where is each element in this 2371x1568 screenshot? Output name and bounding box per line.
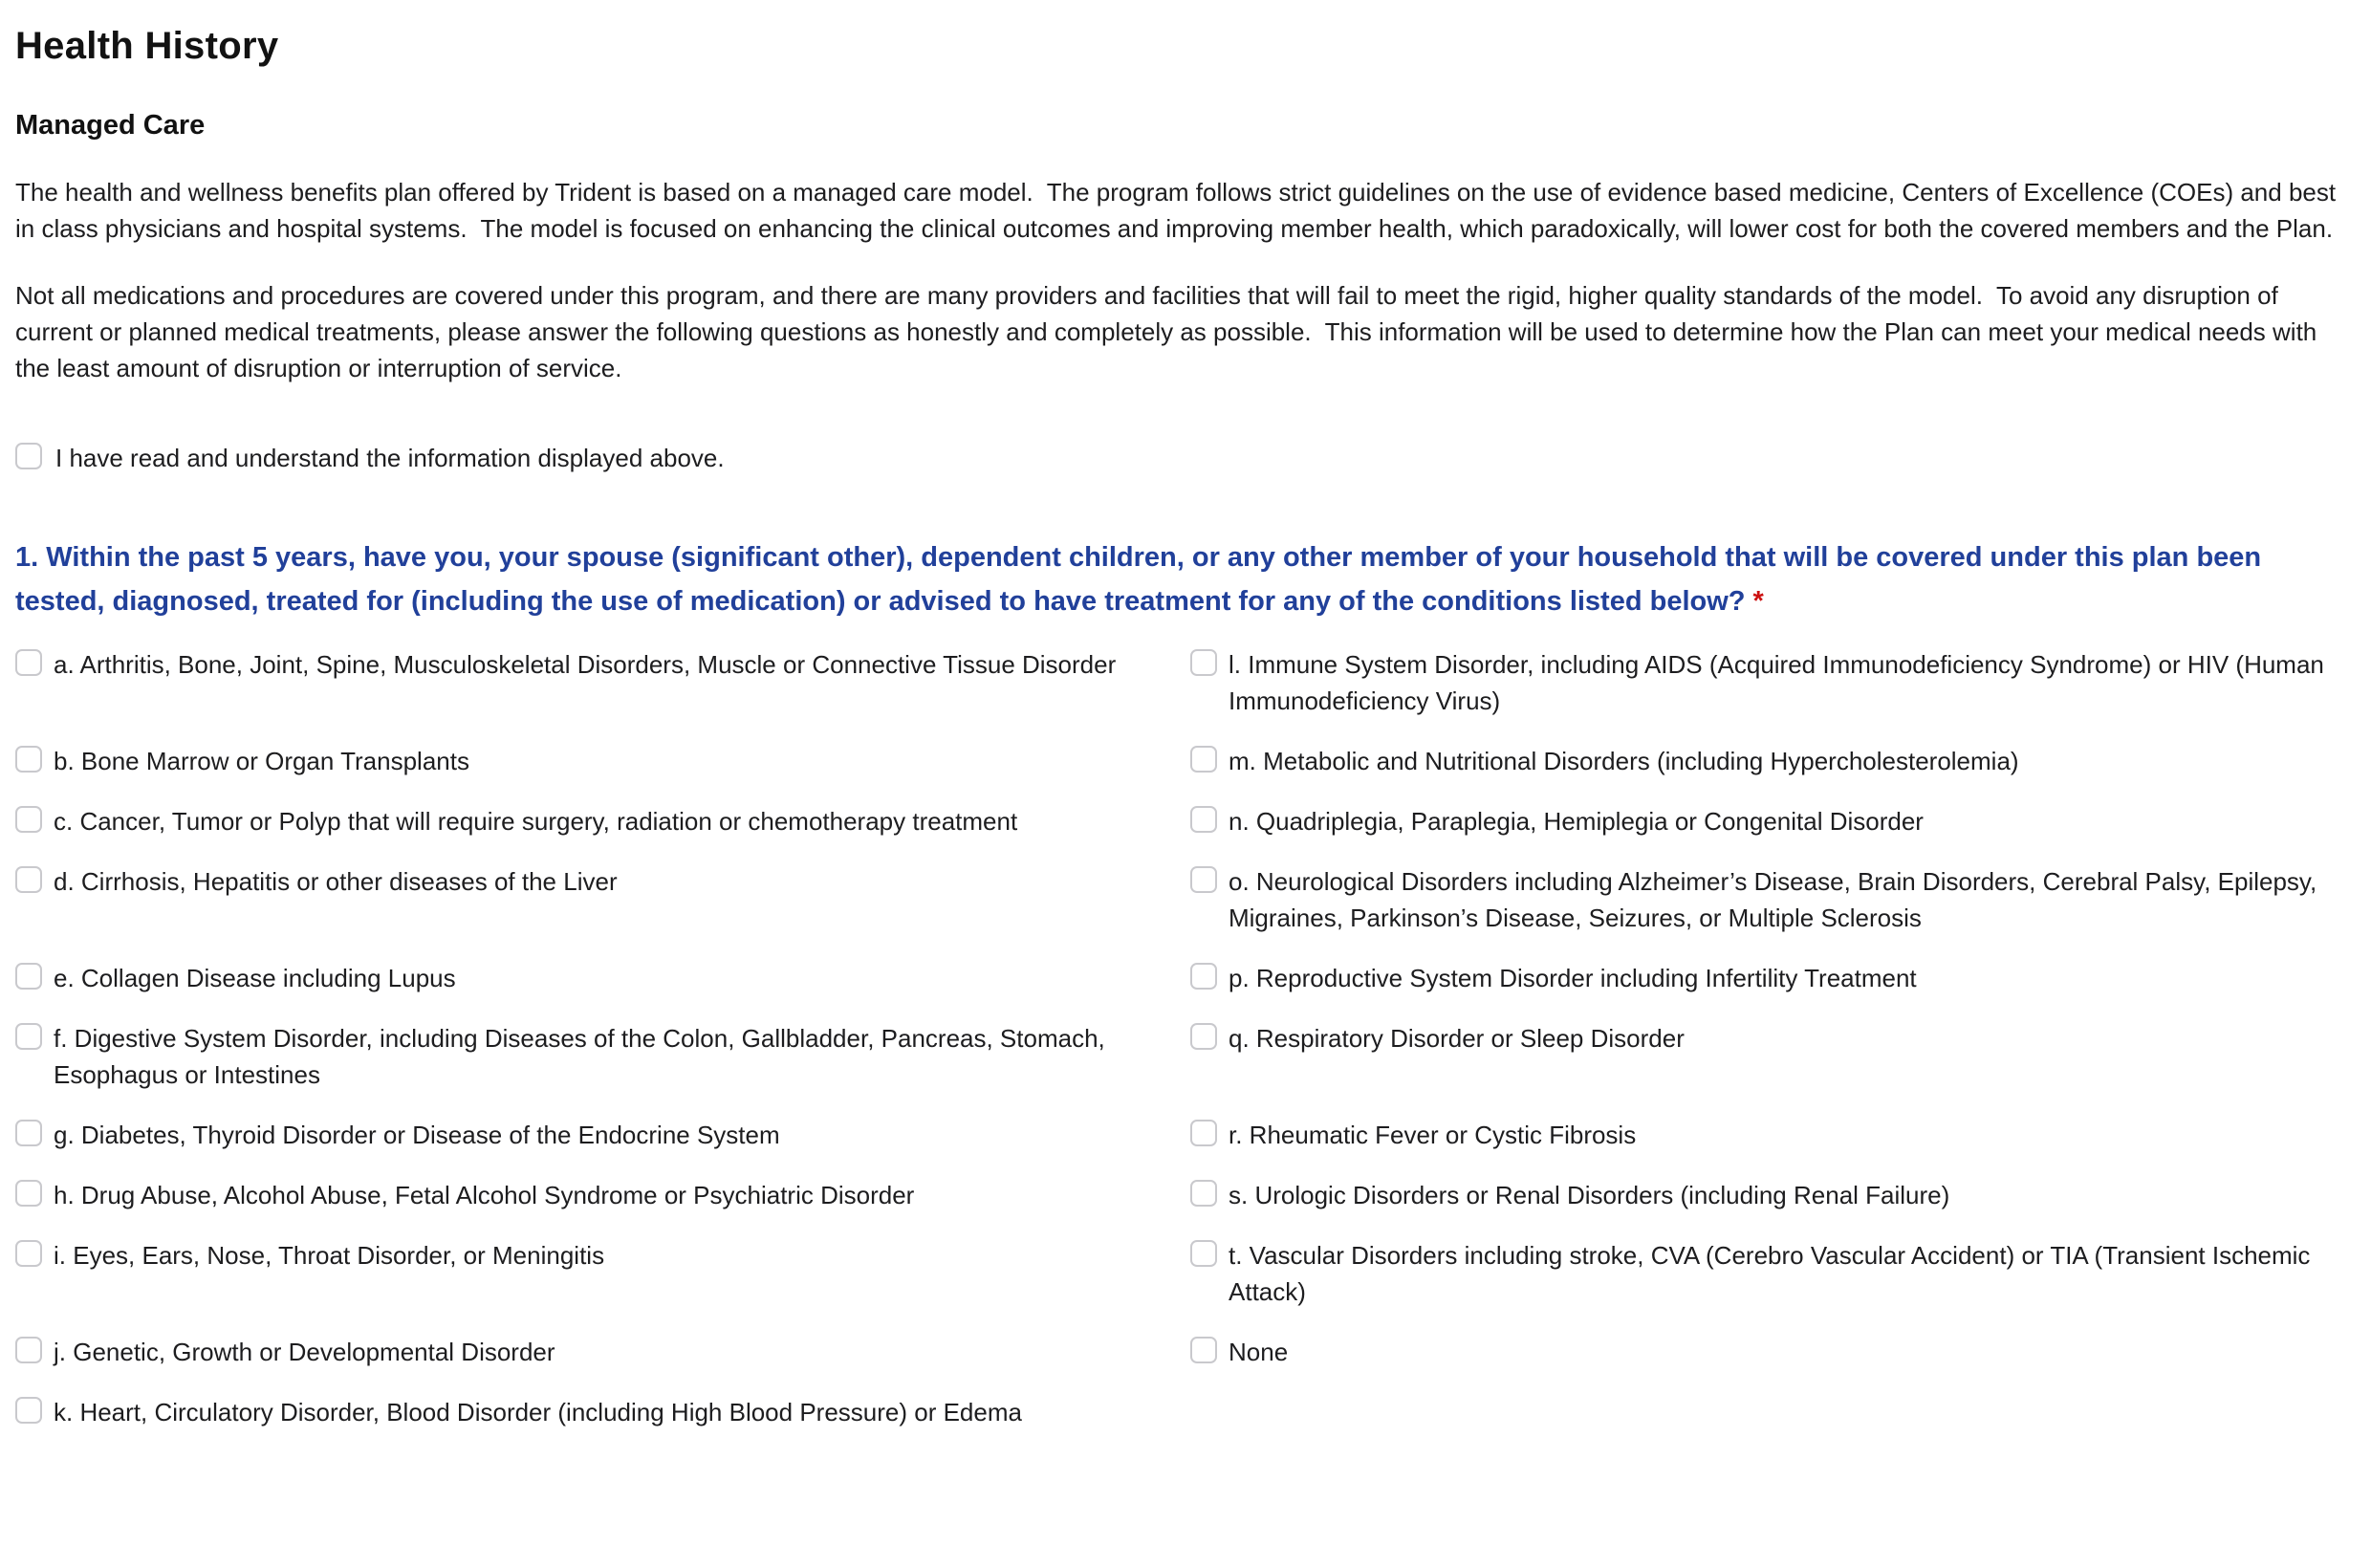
option-t-label: t. Vascular Disorders including stroke, CVA (Cerebro Vascular Accident) or TIA (Transient Ischemic Attack) (1229, 1241, 2311, 1306)
option-s-label: s. Urologic Disorders or Renal Disorders (including Renal Failure) (1229, 1181, 1950, 1209)
option-f-label: f. Digestive System Disorder, including Diseases of the Colon, Gallbladder, Pancreas, Stomach, Esophagus or Intestines (54, 1024, 1105, 1089)
checkbox-option-i[interactable] (15, 1240, 42, 1267)
option-n[interactable] (1190, 803, 2342, 839)
intro-paragraph-1: The health and wellness benefits plan offered by Trident is based on a managed care model. The program follows strict guidelines on the use of evidence based medicine, Centers of Excellence (COEs) and best in class physicians and hospital systems. The model is focused on enhancing the clinical outcomes and improving member health, which paradoxically, will lower cost for both the covered members and the Plan. (15, 178, 2343, 243)
checkbox-option-p[interactable] (1190, 963, 1217, 990)
question-1-options (15, 646, 2342, 1430)
option-m[interactable] (1190, 743, 2342, 779)
question-1-heading (15, 535, 2342, 623)
checkbox-option-c[interactable] (15, 806, 42, 833)
option-i[interactable] (15, 1237, 1167, 1310)
option-g-label: g. Diabetes, Thyroid Disorder or Disease of the Endocrine System (54, 1121, 780, 1149)
option-e[interactable] (15, 960, 1167, 996)
option-j-label: j. Genetic, Growth or Developmental Disorder (54, 1338, 555, 1366)
checkbox-option-s[interactable] (1190, 1180, 1217, 1207)
checkbox-option-n[interactable] (1190, 806, 1217, 833)
checkbox-option-q[interactable] (1190, 1023, 1217, 1050)
option-q[interactable] (1190, 1020, 2342, 1093)
option-c-label: c. Cancer, Tumor or Polyp that will require surgery, radiation or chemotherapy treatment (54, 807, 1018, 836)
option-q-label: q. Respiratory Disorder or Sleep Disorder (1229, 1024, 1685, 1053)
option-none-label: None (1229, 1338, 1289, 1366)
option-g[interactable] (15, 1117, 1167, 1153)
checkbox-option-m[interactable] (1190, 746, 1217, 773)
option-b[interactable] (15, 743, 1167, 779)
acknowledgement-label: I have read and understand the information displayed above. (55, 444, 725, 472)
option-l[interactable] (1190, 646, 2342, 719)
option-r-label: r. Rheumatic Fever or Cystic Fibrosis (1229, 1121, 1637, 1149)
checkbox-option-j[interactable] (15, 1337, 42, 1363)
checkbox-option-k[interactable] (15, 1397, 42, 1424)
section-title-managed-care: Managed Care (15, 110, 206, 141)
checkbox-option-t[interactable] (1190, 1240, 1217, 1267)
checkbox-option-a[interactable] (15, 649, 42, 676)
option-o[interactable] (1190, 863, 2342, 936)
option-n-label: n. Quadriplegia, Paraplegia, Hemiplegia or Congenital Disorder (1229, 807, 1924, 836)
checkbox-option-none[interactable] (1190, 1337, 1217, 1363)
option-a-label: a. Arthritis, Bone, Joint, Spine, Musculoskeletal Disorders, Muscle or Connective Tissue Disorder (54, 650, 1117, 679)
option-j[interactable] (15, 1334, 1167, 1370)
option-d-label: d. Cirrhosis, Hepatitis or other diseases of the Liver (54, 867, 618, 896)
option-r[interactable] (1190, 1117, 2342, 1153)
required-asterisk: * (1752, 586, 1764, 617)
checkbox-option-r[interactable] (1190, 1120, 1217, 1146)
option-none[interactable] (1190, 1334, 2342, 1370)
option-m-label: m. Metabolic and Nutritional Disorders (including Hypercholesterolemia) (1229, 747, 2019, 775)
option-l-label: l. Immune System Disorder, including AIDS (Acquired Immunodeficiency Syndrome) or HIV (Human Immunodeficiency Virus) (1229, 650, 2324, 715)
option-e-label: e. Collagen Disease including Lupus (54, 964, 456, 992)
option-f[interactable] (15, 1020, 1167, 1093)
option-s[interactable] (1190, 1177, 2342, 1213)
option-h[interactable] (15, 1177, 1167, 1213)
option-i-label: i. Eyes, Ears, Nose, Throat Disorder, or Meningitis (54, 1241, 605, 1270)
option-t[interactable] (1190, 1237, 2342, 1310)
acknowledgement-row[interactable] (15, 440, 2342, 476)
checkbox-option-f[interactable] (15, 1023, 42, 1050)
acknowledgement-checkbox[interactable] (15, 443, 42, 469)
option-d[interactable] (15, 863, 1167, 936)
option-k[interactable] (15, 1394, 1167, 1430)
checkbox-option-o[interactable] (1190, 866, 1217, 893)
checkbox-option-b[interactable] (15, 746, 42, 773)
option-h-label: h. Drug Abuse, Alcohol Abuse, Fetal Alcohol Syndrome or Psychiatric Disorder (54, 1181, 915, 1209)
checkbox-option-d[interactable] (15, 866, 42, 893)
intro-paragraph-2: Not all medications and procedures are covered under this program, and there are many providers and facilities that will fail to meet the rigid, higher quality standards of the model. To avoid any disruption of current or planned medical treatments, please answer the following questions as honestly and completely as possible. This information will be used to determine how the Plan can meet your medical needs with the least amount of disruption or interruption of service. (15, 281, 2324, 382)
option-b-label: b. Bone Marrow or Organ Transplants (54, 747, 469, 775)
checkbox-option-e[interactable] (15, 963, 42, 990)
option-p[interactable] (1190, 960, 2342, 996)
option-o-label: o. Neurological Disorders including Alzheimer’s Disease, Brain Disorders, Cerebral Palsy, Epilepsy, Migraines, Parkinson’s Disease, Seizures, or Multiple Sclerosis (1229, 867, 2317, 932)
checkbox-option-h[interactable] (15, 1180, 42, 1207)
page-title: Health History (15, 25, 279, 67)
checkbox-option-g[interactable] (15, 1120, 42, 1146)
option-k-label: k. Heart, Circulatory Disorder, Blood Disorder (including High Blood Pressure) or Edema (54, 1398, 1022, 1426)
question-1-text: 1. Within the past 5 years, have you, your spouse (significant other), dependent children, or any other member of your household that will be covered under this plan been tested, diagnosed, treated for (including the use of medication) or advised to have treatment for any of the conditions listed below? (15, 542, 2262, 617)
option-c[interactable] (15, 803, 1167, 839)
checkbox-option-l[interactable] (1190, 649, 1217, 676)
option-a[interactable] (15, 646, 1167, 719)
option-p-label: p. Reproductive System Disorder including Infertility Treatment (1229, 964, 1917, 992)
